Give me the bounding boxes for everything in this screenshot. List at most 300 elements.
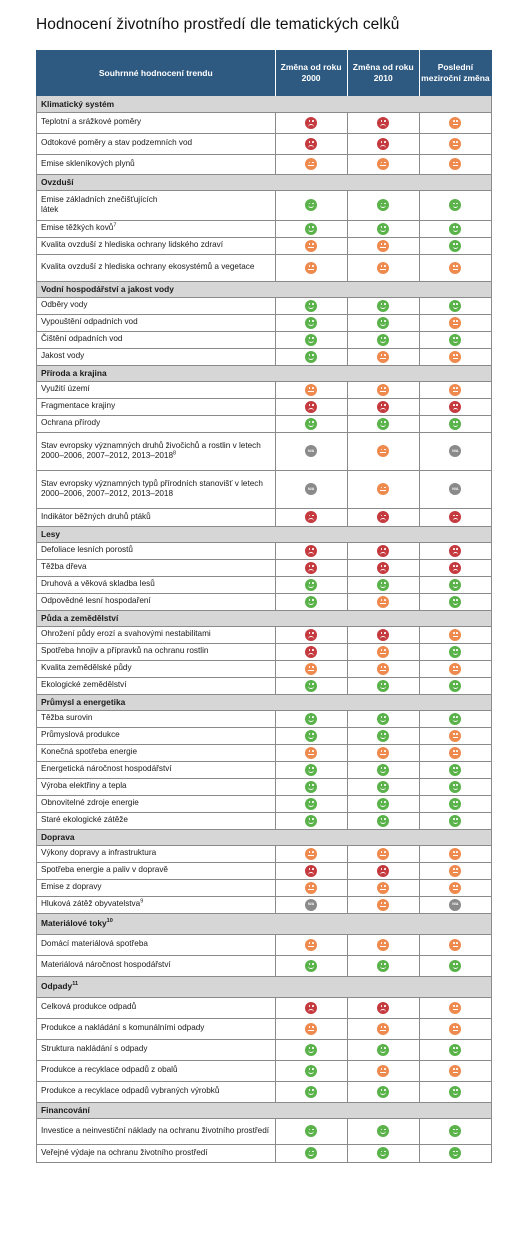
neutral-smiley-icon [377, 646, 389, 658]
neutral-smiley-icon [305, 384, 317, 396]
na-text: N/A [452, 448, 459, 453]
positive-smiley-icon [377, 300, 389, 312]
positive-smiley-icon [305, 300, 317, 312]
category-row [37, 913, 492, 934]
negative-smiley-icon [377, 511, 389, 523]
table-row [37, 643, 492, 660]
category-label [37, 829, 492, 845]
neutral-smiley-icon [377, 939, 389, 951]
trend-table [36, 50, 492, 1163]
trend-cell [275, 220, 347, 237]
positive-smiley-icon [305, 317, 317, 329]
positive-smiley-icon [305, 798, 317, 810]
neutral-smiley-icon [377, 483, 389, 495]
trend-cell [347, 190, 419, 220]
positive-smiley-icon [377, 764, 389, 776]
positive-smiley-icon [305, 1086, 317, 1098]
positive-smiley-icon [377, 1044, 389, 1056]
trend-cell [347, 1144, 419, 1162]
indicator-label-text: Emise těžkých kovů [41, 223, 114, 233]
positive-smiley-icon [449, 781, 461, 793]
table-row [37, 955, 492, 976]
negative-smiley-icon [377, 117, 389, 129]
trend-cell [419, 795, 491, 812]
trend-cell [347, 154, 419, 174]
positive-smiley-icon [377, 418, 389, 430]
indicator-label-text: Obnovitelné zdroje energie [41, 798, 139, 808]
table-row [37, 896, 492, 913]
indicator-label-text: Druhová a věková skladba lesů [41, 579, 155, 589]
not-available-icon [305, 445, 317, 457]
trend-cell [347, 398, 419, 415]
neutral-smiley-icon [449, 1002, 461, 1014]
table-row [37, 154, 492, 174]
indicator-label-text: Průmyslová produkce [41, 730, 120, 740]
trend-cell [347, 237, 419, 254]
indicator-label-text: Celková produkce odpadů [41, 1002, 137, 1012]
trend-cell [275, 331, 347, 348]
indicator-label-text: Kvalita zemědělské půdy [41, 663, 132, 673]
indicator-label-text: Ekologické zemědělství [41, 680, 127, 690]
positive-smiley-icon [305, 680, 317, 692]
header-change-2000: Změna od roku 2000 [275, 50, 347, 96]
table-header-row [37, 50, 492, 96]
positive-smiley-icon [305, 351, 317, 363]
neutral-smiley-icon [377, 240, 389, 252]
indicator-label [37, 845, 276, 862]
indicator-label [37, 812, 276, 829]
trend-cell [419, 862, 491, 879]
trend-cell [419, 761, 491, 778]
table-row [37, 348, 492, 365]
trend-cell [275, 795, 347, 812]
indicator-label-text: Staré ekologické zátěže [41, 815, 128, 825]
positive-smiley-icon [377, 317, 389, 329]
trend-cell [419, 1118, 491, 1144]
na-text: N/A [307, 448, 315, 453]
trend-cell [419, 154, 491, 174]
positive-smiley-icon [377, 1147, 389, 1159]
indicator-label [37, 955, 276, 976]
trend-cell [347, 879, 419, 896]
trend-cell [275, 314, 347, 331]
table-row [37, 559, 492, 576]
indicator-label [37, 415, 276, 432]
positive-smiley-icon [449, 300, 461, 312]
neutral-smiley-icon [305, 1023, 317, 1035]
indicator-label [37, 237, 276, 254]
not-available-icon [305, 483, 317, 495]
indicator-label-text: Produkce a recyklace odpadů z obalů [41, 1065, 178, 1075]
table-row [37, 744, 492, 761]
table-row [37, 381, 492, 398]
trend-cell [419, 1060, 491, 1081]
neutral-smiley-icon [305, 158, 317, 170]
header-summary: Souhrnné hodnocení trendu [37, 50, 276, 96]
indicator-label-text: Defoliace lesních porostů [41, 545, 133, 555]
trend-cell [275, 297, 347, 314]
positive-smiley-icon [305, 764, 317, 776]
trend-cell [419, 677, 491, 694]
indicator-label [37, 348, 276, 365]
trend-cell [275, 677, 347, 694]
positive-smiley-icon [377, 815, 389, 827]
indicator-label [37, 727, 276, 744]
trend-cell [419, 576, 491, 593]
trend-cell [347, 1081, 419, 1102]
trend-cell [419, 896, 491, 913]
indicator-label-text: Teplotní a srážkové poměry [41, 117, 142, 127]
category-row [37, 976, 492, 997]
footnote-ref: 7 [113, 222, 117, 229]
positive-smiley-icon [305, 1044, 317, 1056]
trend-cell [347, 542, 419, 559]
category-label-text: Příroda a krajina [41, 367, 107, 378]
positive-smiley-icon [449, 418, 461, 430]
indicator-label [37, 710, 276, 727]
trend-cell [275, 744, 347, 761]
negative-smiley-icon [377, 138, 389, 150]
neutral-smiley-icon [449, 629, 461, 641]
indicator-label-text: Odpovědné lesní hospodaření [41, 596, 151, 606]
trend-cell [275, 1060, 347, 1081]
trend-cell [275, 1081, 347, 1102]
positive-smiley-icon [449, 223, 461, 235]
trend-cell [275, 348, 347, 365]
trend-cell [275, 112, 347, 133]
trend-cell [347, 1039, 419, 1060]
indicator-label-text: Spotřeba hnojiv a přípravků na ochranu rostlin [41, 646, 209, 656]
trend-cell [419, 331, 491, 348]
positive-smiley-icon [449, 960, 461, 972]
trend-cell [275, 576, 347, 593]
trend-cell [347, 220, 419, 237]
indicator-label [37, 398, 276, 415]
indicator-label-text: Ohrožení půdy erozí a svahovými nestabilitami [41, 629, 211, 639]
indicator-label [37, 297, 276, 314]
indicator-label [37, 154, 276, 174]
category-label [37, 174, 492, 190]
indicator-label-text: Stav evropsky významných typů přírodních stanovišť v letech 2000–2006, 2007–2012, 2013–2018 [41, 478, 263, 498]
indicator-label-text: Emise základních znečišťujících látek [41, 194, 158, 214]
category-row [37, 174, 492, 190]
positive-smiley-icon [449, 596, 461, 608]
indicator-label-text: Využití území [41, 384, 90, 394]
negative-smiley-icon [377, 401, 389, 413]
table-row [37, 1060, 492, 1081]
trend-cell [275, 133, 347, 154]
negative-smiley-icon [305, 511, 317, 523]
neutral-smiley-icon [377, 747, 389, 759]
category-label-text: Ovzduší [41, 176, 74, 187]
neutral-smiley-icon [305, 939, 317, 951]
indicator-label [37, 744, 276, 761]
negative-smiley-icon [305, 138, 317, 150]
indicator-label-text: Výkony dopravy a infrastruktura [41, 848, 157, 858]
indicator-label [37, 934, 276, 955]
category-label [37, 1102, 492, 1118]
trend-cell [275, 812, 347, 829]
indicator-label [37, 133, 276, 154]
indicator-label [37, 1081, 276, 1102]
trend-cell [275, 254, 347, 281]
indicator-label [37, 1018, 276, 1039]
table-row [37, 470, 492, 508]
category-label-text: Klimatický systém [41, 98, 115, 109]
category-row [37, 96, 492, 112]
trend-cell [419, 727, 491, 744]
trend-cell [347, 593, 419, 610]
indicator-label [37, 470, 276, 508]
na-text: N/A [307, 486, 315, 491]
category-row [37, 281, 492, 297]
neutral-smiley-icon [305, 262, 317, 274]
positive-smiley-icon [305, 223, 317, 235]
neutral-smiley-icon [449, 747, 461, 759]
trend-cell [419, 237, 491, 254]
neutral-smiley-icon [377, 899, 389, 911]
category-label-text: Odpady [41, 981, 73, 992]
positive-smiley-icon [377, 1125, 389, 1137]
positive-smiley-icon [449, 579, 461, 591]
trend-cell [419, 381, 491, 398]
neutral-smiley-icon [449, 158, 461, 170]
negative-smiley-icon [377, 545, 389, 557]
negative-smiley-icon [305, 629, 317, 641]
indicator-label [37, 778, 276, 795]
trend-cell [347, 1060, 419, 1081]
positive-smiley-icon [377, 960, 389, 972]
neutral-smiley-icon [377, 351, 389, 363]
trend-cell [275, 660, 347, 677]
trend-cell [347, 415, 419, 432]
indicator-label [37, 112, 276, 133]
indicator-label-text: Energetická náročnost hospodářství [41, 764, 172, 774]
table-row [37, 220, 492, 237]
neutral-smiley-icon [449, 848, 461, 860]
indicator-label [37, 593, 276, 610]
trend-cell [419, 626, 491, 643]
trend-cell [347, 470, 419, 508]
negative-smiley-icon [377, 1002, 389, 1014]
trend-cell [347, 744, 419, 761]
not-available-icon [305, 899, 317, 911]
not-available-icon [449, 445, 461, 457]
header-last-change: Poslední meziroční změna [419, 50, 491, 96]
category-label [37, 694, 492, 710]
trend-cell [347, 710, 419, 727]
trend-cell [347, 862, 419, 879]
indicator-label [37, 761, 276, 778]
table-row [37, 934, 492, 955]
indicator-label-text: Stav evropsky významných druhů živočichů a rostlin v letech 2000–2006, 2007–2012, 2013–2018 [41, 440, 261, 460]
indicator-label [37, 997, 276, 1018]
positive-smiley-icon [377, 730, 389, 742]
trend-cell [275, 879, 347, 896]
trend-cell [275, 237, 347, 254]
neutral-smiley-icon [377, 158, 389, 170]
positive-smiley-icon [449, 1147, 461, 1159]
indicator-label-text: Konečná spotřeba energie [41, 747, 138, 757]
neutral-smiley-icon [449, 317, 461, 329]
indicator-label [37, 381, 276, 398]
trend-cell [275, 955, 347, 976]
indicator-label-text: Investice a neinvestiční náklady na ochranu životního prostředí [41, 1125, 270, 1135]
trend-cell [347, 133, 419, 154]
neutral-smiley-icon [305, 882, 317, 894]
table-row [37, 331, 492, 348]
trend-cell [275, 643, 347, 660]
category-label-text: Lesy [41, 528, 61, 539]
negative-smiley-icon [305, 401, 317, 413]
indicator-label-text: Hluková zátěž obyvatelstva [41, 899, 141, 909]
table-row [37, 795, 492, 812]
trend-cell [419, 348, 491, 365]
category-label-text: Průmysl a energetika [41, 696, 126, 707]
trend-cell [275, 1039, 347, 1060]
trend-cell [419, 593, 491, 610]
footnote-ref: 8 [173, 450, 177, 457]
neutral-smiley-icon [377, 1065, 389, 1077]
trend-cell [347, 660, 419, 677]
footnote-ref: 11 [72, 981, 79, 988]
indicator-label [37, 542, 276, 559]
category-label-text: Financování [41, 1104, 90, 1115]
trend-cell [275, 997, 347, 1018]
positive-smiley-icon [449, 240, 461, 252]
table-row [37, 297, 492, 314]
negative-smiley-icon [305, 646, 317, 658]
trend-cell [275, 1144, 347, 1162]
neutral-smiley-icon [377, 384, 389, 396]
positive-smiley-icon [449, 1044, 461, 1056]
neutral-smiley-icon [377, 1023, 389, 1035]
category-row [37, 1102, 492, 1118]
negative-smiley-icon [305, 562, 317, 574]
trend-cell [275, 559, 347, 576]
positive-smiley-icon [449, 334, 461, 346]
trend-cell [347, 778, 419, 795]
indicator-label-text: Domácí materiálová spotřeba [41, 939, 148, 949]
indicator-label-text: Spotřeba energie a paliv v dopravě [41, 865, 168, 875]
indicator-label [37, 660, 276, 677]
table-row [37, 415, 492, 432]
neutral-smiley-icon [305, 663, 317, 675]
table-row [37, 314, 492, 331]
positive-smiley-icon [449, 1086, 461, 1098]
neutral-smiley-icon [449, 117, 461, 129]
category-label [37, 610, 492, 626]
positive-smiley-icon [305, 1147, 317, 1159]
trend-cell [275, 508, 347, 526]
trend-cell [275, 761, 347, 778]
trend-cell [419, 1039, 491, 1060]
positive-smiley-icon [449, 199, 461, 211]
neutral-smiley-icon [449, 1023, 461, 1035]
trend-cell [419, 879, 491, 896]
positive-smiley-icon [305, 781, 317, 793]
positive-smiley-icon [305, 334, 317, 346]
positive-smiley-icon [449, 646, 461, 658]
trend-cell [275, 381, 347, 398]
table-row [37, 398, 492, 415]
trend-cell [419, 660, 491, 677]
positive-smiley-icon [305, 418, 317, 430]
indicator-label [37, 643, 276, 660]
trend-cell [347, 727, 419, 744]
indicator-label-text: Těžba dřeva [41, 562, 87, 572]
category-label-text: Doprava [41, 831, 75, 842]
trend-cell [347, 761, 419, 778]
positive-smiley-icon [377, 579, 389, 591]
positive-smiley-icon [305, 1125, 317, 1137]
trend-cell [419, 432, 491, 470]
category-label [37, 976, 492, 997]
trend-cell [275, 845, 347, 862]
na-text: N/A [307, 902, 315, 906]
category-row [37, 610, 492, 626]
table-body [37, 96, 492, 1162]
category-label-text: Půda a zemědělství [41, 612, 119, 623]
indicator-label [37, 331, 276, 348]
indicator-label [37, 1039, 276, 1060]
indicator-label [37, 626, 276, 643]
trend-cell [347, 432, 419, 470]
indicator-label [37, 896, 276, 913]
trend-cell [275, 1018, 347, 1039]
trend-cell [419, 1081, 491, 1102]
positive-smiley-icon [449, 713, 461, 725]
table-row [37, 778, 492, 795]
trend-cell [419, 470, 491, 508]
category-row [37, 365, 492, 381]
indicator-label [37, 795, 276, 812]
trend-cell [419, 812, 491, 829]
trend-cell [347, 626, 419, 643]
positive-smiley-icon [305, 815, 317, 827]
trend-cell [419, 1144, 491, 1162]
trend-cell [419, 112, 491, 133]
indicator-label-text: Čištění odpadních vod [41, 334, 123, 344]
category-label-text: Materiálové toky [41, 918, 107, 929]
trend-cell [419, 542, 491, 559]
positive-smiley-icon [377, 798, 389, 810]
indicator-label-text: Těžba surovin [41, 713, 93, 723]
neutral-smiley-icon [449, 351, 461, 363]
indicator-label-text: Fragmentace krajiny [41, 401, 116, 411]
trend-cell [275, 727, 347, 744]
trend-cell [419, 955, 491, 976]
positive-smiley-icon [377, 334, 389, 346]
trend-cell [419, 559, 491, 576]
trend-cell [275, 626, 347, 643]
neutral-smiley-icon [449, 138, 461, 150]
indicator-label-text: Produkce a recyklace odpadů vybraných výrobků [41, 1086, 220, 1096]
neutral-smiley-icon [377, 596, 389, 608]
trend-cell [347, 896, 419, 913]
indicator-label-text: Veřejné výdaje na ochranu životního prostředí [41, 1147, 208, 1157]
negative-smiley-icon [377, 865, 389, 877]
trend-cell [419, 415, 491, 432]
positive-smiley-icon [305, 713, 317, 725]
trend-cell [347, 314, 419, 331]
category-label [37, 281, 492, 297]
indicator-label [37, 677, 276, 694]
table-row [37, 845, 492, 862]
trend-cell [347, 576, 419, 593]
trend-cell [419, 254, 491, 281]
trend-cell [275, 896, 347, 913]
